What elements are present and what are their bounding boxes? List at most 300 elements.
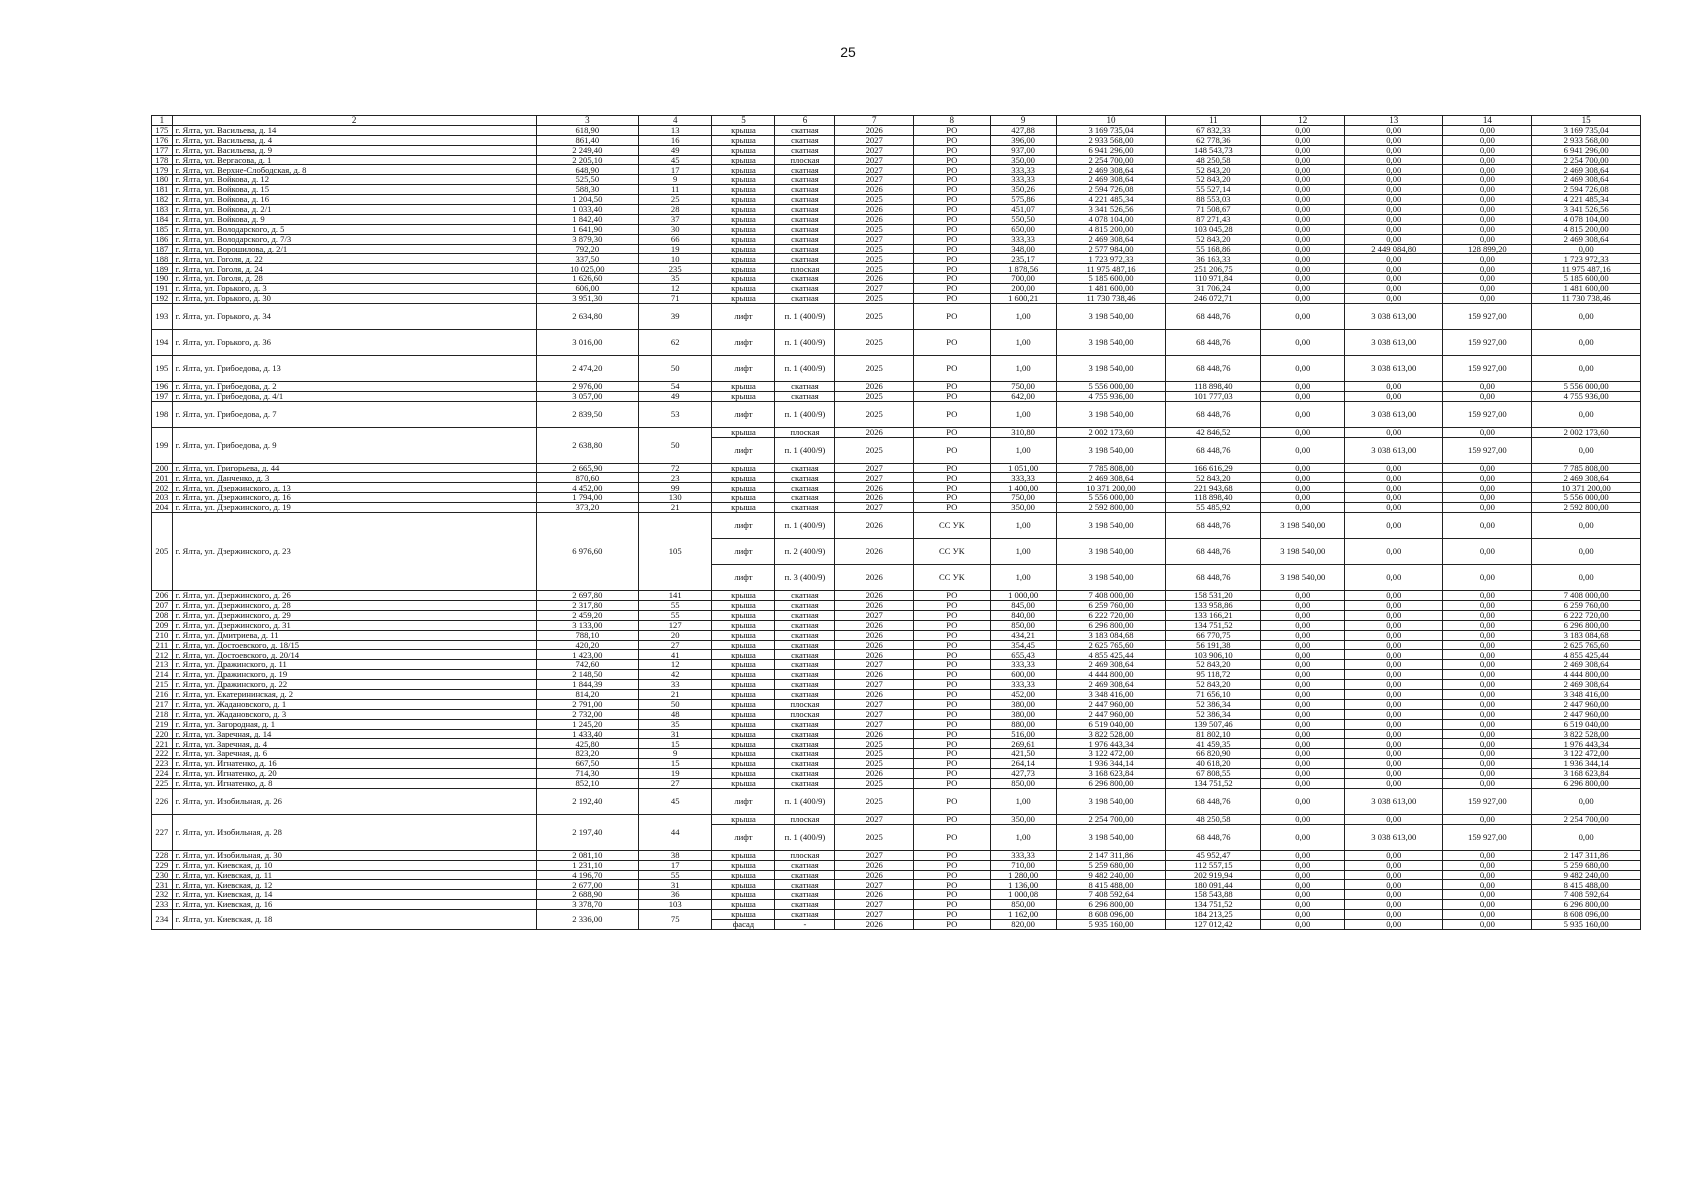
row-fund-regional: 6 296 800,00 [1532,900,1641,910]
row-fund-owner: 0,00 [1261,264,1345,274]
row-fund-subsidy: 0,00 [1345,381,1443,391]
row-unit-cost: 71 508,67 [1166,205,1261,215]
row-element: лифт [712,513,775,539]
row-fund-regional: 2 147 311,86 [1532,850,1641,860]
row-fund-owner: 0,00 [1261,660,1345,670]
row-source: РО [914,739,991,749]
row-unit-cost: 95 118,72 [1166,670,1261,680]
row-type: скатная [775,739,835,749]
row-cost: 2 592 800,00 [1056,503,1166,513]
row-type: п. 1 (400/9) [775,437,835,463]
row-number: 190 [152,274,173,284]
header-cell-13: 13 [1345,116,1443,126]
row-element: крыша [712,463,775,473]
row-fund-owner: 0,00 [1261,850,1345,860]
row-element: крыша [712,870,775,880]
row-fund-subsidy: 0,00 [1345,630,1443,640]
row-fund-budget: 0,00 [1443,493,1532,503]
table-row [152,880,1641,890]
row-volume: 700,00 [990,274,1056,284]
row-source: РО [914,824,991,850]
row-residents: 21 [639,689,712,699]
table-row [152,850,1641,860]
row-number: 206 [152,591,173,601]
row-cost: 11 975 487,16 [1056,264,1166,274]
row-cost: 8 415 488,00 [1056,880,1166,890]
row-fund-owner: 0,00 [1261,630,1345,640]
row-source: РО [914,788,991,814]
row-cost: 5 259 680,00 [1056,860,1166,870]
row-type: скатная [775,660,835,670]
row-source: РО [914,860,991,870]
row-fund-owner: 0,00 [1261,620,1345,630]
row-fund-owner: 0,00 [1261,860,1345,870]
row-address: г. Ялта, ул. Игнатенко, д. 20 [172,769,536,779]
row-type: скатная [775,890,835,900]
table-row [152,680,1641,690]
table-row [152,749,1641,759]
row-source: РО [914,870,991,880]
row-fund-subsidy: 0,00 [1345,650,1443,660]
row-element: фасад [712,919,775,929]
row-fund-regional: 5 556 000,00 [1532,381,1641,391]
row-type: скатная [775,600,835,610]
row-element: крыша [712,814,775,824]
row-fund-regional: 2 254 700,00 [1532,155,1641,165]
table-row [152,699,1641,709]
row-fund-budget: 0,00 [1443,565,1532,591]
row-area: 1 641,90 [536,224,638,234]
row-unit-cost: 68 448,76 [1166,401,1261,427]
row-unit-cost: 48 250,58 [1166,155,1261,165]
row-fund-budget: 0,00 [1443,880,1532,890]
row-volume: 1 600,21 [990,294,1056,304]
row-fund-subsidy: 0,00 [1345,513,1443,539]
row-cost: 3 198 540,00 [1056,401,1166,427]
row-address: г. Ялта, ул. Дмитриева, д. 11 [172,630,536,640]
row-cost: 2 447 960,00 [1056,699,1166,709]
row-fund-owner: 0,00 [1261,437,1345,463]
row-source: РО [914,620,991,630]
row-fund-regional: 6 519 040,00 [1532,719,1641,729]
row-unit-cost: 68 448,76 [1166,788,1261,814]
row-type: скатная [775,640,835,650]
row-number: 187 [152,244,173,254]
header-cell-8: 8 [914,116,991,126]
row-volume: 350,00 [990,503,1056,513]
row-volume: 1 162,00 [990,910,1056,920]
row-area: 2 474,20 [536,355,638,381]
row-fund-subsidy: 0,00 [1345,739,1443,749]
row-fund-owner: 0,00 [1261,689,1345,699]
row-fund-owner: 0,00 [1261,135,1345,145]
row-fund-budget: 0,00 [1443,850,1532,860]
row-volume: 1,00 [990,401,1056,427]
row-element: крыша [712,729,775,739]
row-residents: 53 [639,401,712,427]
row-area: 525,50 [536,175,638,185]
row-fund-owner: 0,00 [1261,175,1345,185]
row-element: крыша [712,640,775,650]
row-residents: 55 [639,600,712,610]
row-volume: 850,00 [990,900,1056,910]
table-row [152,620,1641,630]
row-fund-regional: 8 415 488,00 [1532,880,1641,890]
row-element: лифт [712,437,775,463]
row-number: 202 [152,483,173,493]
row-year: 2026 [835,591,914,601]
row-area: 1 033,40 [536,205,638,215]
row-cost: 2 469 308,64 [1056,680,1166,690]
row-fund-owner: 0,00 [1261,729,1345,739]
row-cost: 7 785 808,00 [1056,463,1166,473]
row-year: 2027 [835,175,914,185]
row-element: крыша [712,620,775,630]
row-area: 2 205,10 [536,155,638,165]
row-cost: 3 198 540,00 [1056,355,1166,381]
row-unit-cost: 68 448,76 [1166,329,1261,355]
row-fund-owner: 0,00 [1261,910,1345,920]
row-number: 195 [152,355,173,381]
row-volume: 845,00 [990,600,1056,610]
row-address: г. Ялта, ул. Дзержинского, д. 28 [172,600,536,610]
row-fund-owner: 0,00 [1261,329,1345,355]
row-fund-owner: 0,00 [1261,769,1345,779]
row-element: крыша [712,274,775,284]
row-fund-regional: 1 723 972,33 [1532,254,1641,264]
row-element: крыша [712,175,775,185]
row-volume: 354,45 [990,640,1056,650]
row-fund-budget: 0,00 [1443,145,1532,155]
row-volume: 380,00 [990,709,1056,719]
row-residents: 103 [639,900,712,910]
row-volume: 516,00 [990,729,1056,739]
row-year: 2026 [835,381,914,391]
row-residents: 10 [639,254,712,264]
row-element: крыша [712,660,775,670]
row-fund-subsidy: 0,00 [1345,254,1443,264]
row-fund-regional: 2 254 700,00 [1532,814,1641,824]
row-residents: 44 [639,814,712,850]
row-year: 2026 [835,860,914,870]
row-address: г. Ялта, ул. Киевская, д. 11 [172,870,536,880]
row-fund-subsidy: 0,00 [1345,620,1443,630]
row-residents: 72 [639,463,712,473]
row-fund-regional: 6 941 296,00 [1532,145,1641,155]
row-fund-regional: 2 933 568,00 [1532,135,1641,145]
row-fund-regional: 3 168 623,84 [1532,769,1641,779]
row-residents: 17 [639,860,712,870]
row-fund-budget: 159 927,00 [1443,788,1532,814]
row-element: крыша [712,709,775,719]
row-unit-cost: 133 958,86 [1166,600,1261,610]
row-cost: 2 469 308,64 [1056,473,1166,483]
row-fund-owner: 0,00 [1261,900,1345,910]
row-address: г. Ялта, ул. Жадановского, д. 1 [172,699,536,709]
row-type: п. 3 (400/9) [775,565,835,591]
row-address: г. Ялта, ул. Гоголя, д. 28 [172,274,536,284]
row-element: крыша [712,185,775,195]
row-residents: 105 [639,513,712,591]
row-year: 2026 [835,565,914,591]
row-address: г. Ялта, ул. Васильева, д. 9 [172,145,536,155]
row-fund-owner: 0,00 [1261,719,1345,729]
row-residents: 25 [639,195,712,205]
row-cost: 5 556 000,00 [1056,381,1166,391]
row-fund-budget: 0,00 [1443,165,1532,175]
row-address: г. Ялта, ул. Ворошилова, д. 2/1 [172,244,536,254]
row-source: РО [914,214,991,224]
row-fund-regional: 1 936 344,14 [1532,759,1641,769]
row-unit-cost: 148 543,73 [1166,145,1261,155]
table-row [152,214,1641,224]
row-fund-owner: 0,00 [1261,244,1345,254]
header-cell-5: 5 [712,116,775,126]
row-source: РО [914,135,991,145]
header-cell-3: 3 [536,116,638,126]
row-residents: 235 [639,264,712,274]
row-source: РО [914,224,991,234]
row-number: 215 [152,680,173,690]
row-year: 2027 [835,814,914,824]
row-unit-cost: 81 802,10 [1166,729,1261,739]
row-residents: 99 [639,483,712,493]
row-unit-cost: 158 531,20 [1166,591,1261,601]
row-number: 194 [152,329,173,355]
table-row [152,463,1641,473]
row-source: РО [914,391,991,401]
row-volume: 850,00 [990,778,1056,788]
row-fund-owner: 0,00 [1261,680,1345,690]
row-type: скатная [775,493,835,503]
row-unit-cost: 71 656,10 [1166,689,1261,699]
row-number: 182 [152,195,173,205]
row-area: 861,40 [536,135,638,145]
row-fund-owner: 0,00 [1261,473,1345,483]
row-residents: 50 [639,699,712,709]
table-row [152,427,1641,437]
row-residents: 19 [639,244,712,254]
row-unit-cost: 68 448,76 [1166,513,1261,539]
row-fund-owner: 0,00 [1261,650,1345,660]
row-source: РО [914,401,991,427]
row-residents: 28 [639,205,712,215]
row-volume: 421,50 [990,749,1056,759]
row-volume: 350,00 [990,155,1056,165]
row-cost: 2 469 308,64 [1056,165,1166,175]
row-source: РО [914,463,991,473]
table-row [152,591,1641,601]
row-fund-subsidy: 3 038 613,00 [1345,329,1443,355]
row-address: г. Ялта, ул. Изобильная, д. 28 [172,814,536,850]
row-fund-regional: 0,00 [1532,788,1641,814]
row-residents: 36 [639,890,712,900]
row-volume: 350,26 [990,185,1056,195]
row-fund-regional: 2 447 960,00 [1532,709,1641,719]
row-year: 2026 [835,205,914,215]
table-row [152,493,1641,503]
row-unit-cost: 55 527,14 [1166,185,1261,195]
row-fund-owner: 0,00 [1261,919,1345,929]
row-element: крыша [712,294,775,304]
row-residents: 31 [639,729,712,739]
row-residents: 16 [639,135,712,145]
row-source: РО [914,630,991,640]
row-source: СС УК [914,513,991,539]
row-unit-cost: 55 485,92 [1166,503,1261,513]
row-address: г. Ялта, ул. Грибоедова, д. 7 [172,401,536,427]
row-fund-subsidy: 0,00 [1345,778,1443,788]
row-fund-budget: 0,00 [1443,463,1532,473]
table-row [152,175,1641,185]
row-year: 2025 [835,244,914,254]
row-unit-cost: 52 386,34 [1166,699,1261,709]
row-area: 2 634,80 [536,303,638,329]
row-year: 2025 [835,195,914,205]
row-unit-cost: 68 448,76 [1166,565,1261,591]
page-number: 25 [840,44,856,60]
row-fund-budget: 0,00 [1443,254,1532,264]
row-type: п. 1 (400/9) [775,355,835,381]
row-fund-budget: 0,00 [1443,709,1532,719]
row-type: скатная [775,769,835,779]
table-row [152,195,1641,205]
row-year: 2027 [835,284,914,294]
row-number: 177 [152,145,173,155]
row-fund-owner: 0,00 [1261,600,1345,610]
row-fund-budget: 0,00 [1443,778,1532,788]
row-unit-cost: 41 459,35 [1166,739,1261,749]
row-unit-cost: 66 770,75 [1166,630,1261,640]
row-fund-subsidy: 0,00 [1345,185,1443,195]
table-row [152,630,1641,640]
row-element: крыша [712,689,775,699]
row-volume: 333,33 [990,473,1056,483]
table-row [152,391,1641,401]
row-residents: 23 [639,473,712,483]
row-fund-budget: 159 927,00 [1443,824,1532,850]
row-type: скатная [775,591,835,601]
row-cost: 2 254 700,00 [1056,155,1166,165]
row-year: 2027 [835,234,914,244]
row-type: скатная [775,135,835,145]
row-fund-owner: 3 198 540,00 [1261,513,1345,539]
row-residents: 33 [639,680,712,690]
row-fund-regional: 1 481 600,00 [1532,284,1641,294]
row-fund-owner: 0,00 [1261,234,1345,244]
row-unit-cost: 52 843,20 [1166,473,1261,483]
row-type: скатная [775,670,835,680]
row-fund-budget: 159 927,00 [1443,355,1532,381]
row-unit-cost: 134 751,52 [1166,778,1261,788]
row-fund-subsidy: 0,00 [1345,900,1443,910]
row-residents: 66 [639,234,712,244]
table-row [152,135,1641,145]
row-fund-budget: 0,00 [1443,890,1532,900]
row-address: г. Ялта, ул. Горького, д. 3 [172,284,536,294]
row-fund-owner: 0,00 [1261,463,1345,473]
row-unit-cost: 68 448,76 [1166,303,1261,329]
row-fund-subsidy: 0,00 [1345,870,1443,880]
row-source: РО [914,850,991,860]
row-fund-budget: 0,00 [1443,650,1532,660]
table-row [152,254,1641,264]
row-fund-owner: 0,00 [1261,778,1345,788]
row-fund-regional: 2 447 960,00 [1532,699,1641,709]
row-type: п. 1 (400/9) [775,329,835,355]
table-row [152,900,1641,910]
row-fund-owner: 0,00 [1261,749,1345,759]
row-volume: 1 051,00 [990,463,1056,473]
row-source: РО [914,814,991,824]
row-element: крыша [712,699,775,709]
row-address: г. Ялта, ул. Войкова, д. 16 [172,195,536,205]
row-address: г. Ялта, ул. Грибоедова, д. 2 [172,381,536,391]
table-row [152,401,1641,427]
row-volume: 840,00 [990,610,1056,620]
row-volume: 451,07 [990,205,1056,215]
row-type: скатная [775,473,835,483]
row-fund-budget: 0,00 [1443,689,1532,699]
row-cost: 3 198 540,00 [1056,437,1166,463]
row-element: крыша [712,860,775,870]
row-year: 2025 [835,294,914,304]
row-type: п. 1 (400/9) [775,303,835,329]
row-cost: 2 933 568,00 [1056,135,1166,145]
row-fund-regional: 2 469 308,64 [1532,660,1641,670]
row-fund-owner: 0,00 [1261,205,1345,215]
row-area: 788,10 [536,630,638,640]
row-unit-cost: 103 906,10 [1166,650,1261,660]
row-unit-cost: 118 898,40 [1166,381,1261,391]
row-type: плоская [775,427,835,437]
row-fund-subsidy: 0,00 [1345,919,1443,929]
row-cost: 10 371 200,00 [1056,483,1166,493]
row-number: 220 [152,729,173,739]
row-fund-owner: 0,00 [1261,503,1345,513]
table-row [152,709,1641,719]
row-address: г. Ялта, ул. Изобильная, д. 30 [172,850,536,860]
row-source: РО [914,195,991,205]
row-address: г. Ялта, ул. Войкова, д. 15 [172,185,536,195]
row-year: 2027 [835,145,914,155]
row-unit-cost: 68 448,76 [1166,539,1261,565]
row-unit-cost: 251 206,75 [1166,264,1261,274]
row-residents: 54 [639,381,712,391]
row-area: 2 688,90 [536,890,638,900]
row-volume: 937,00 [990,145,1056,155]
row-fund-budget: 0,00 [1443,214,1532,224]
row-element: крыша [712,214,775,224]
row-unit-cost: 246 072,71 [1166,294,1261,304]
row-address: г. Ялта, ул. Васильева, д. 14 [172,125,536,135]
row-cost: 2 469 308,64 [1056,660,1166,670]
row-fund-budget: 0,00 [1443,900,1532,910]
row-type: п. 1 (400/9) [775,824,835,850]
row-area: 1 842,40 [536,214,638,224]
row-year: 2025 [835,264,914,274]
row-area: 3 057,00 [536,391,638,401]
row-fund-regional: 0,00 [1532,565,1641,591]
row-element: крыша [712,778,775,788]
row-fund-regional: 0,00 [1532,244,1641,254]
row-fund-subsidy: 0,00 [1345,463,1443,473]
row-volume: 600,00 [990,670,1056,680]
row-fund-budget: 0,00 [1443,640,1532,650]
table-row [152,870,1641,880]
row-address: г. Ялта, ул. Грибоедова, д. 13 [172,355,536,381]
row-year: 2025 [835,401,914,427]
